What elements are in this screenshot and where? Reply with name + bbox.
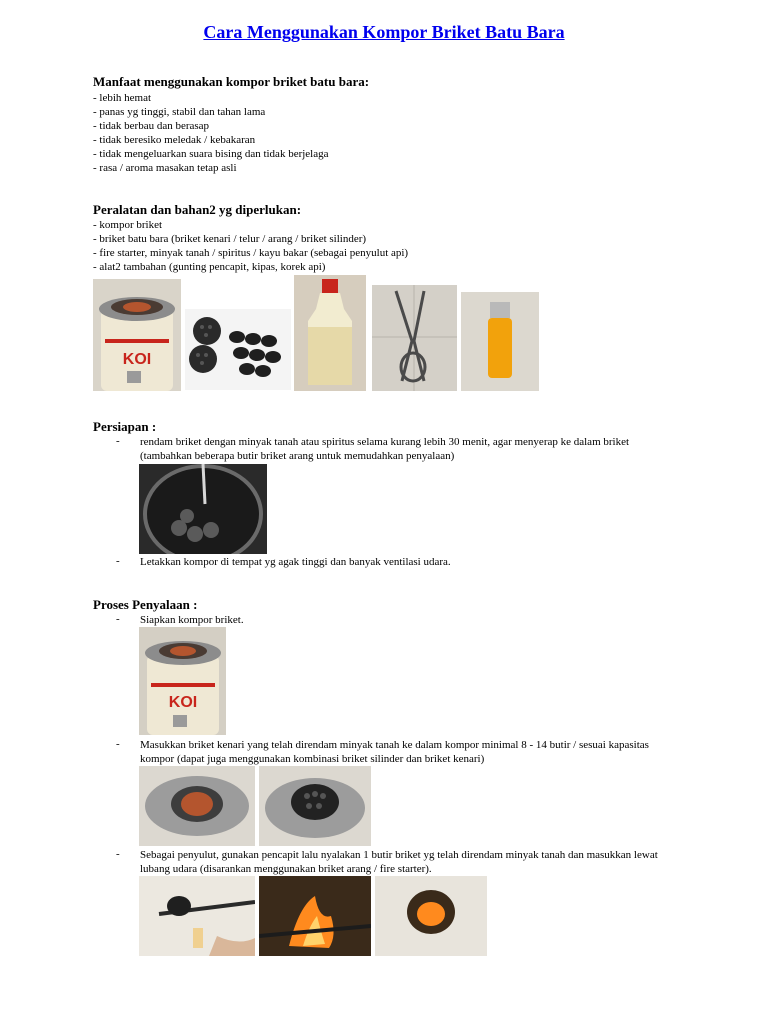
- step-bullet: -: [116, 613, 120, 625]
- stove-filled-photo: [139, 766, 255, 846]
- flame-photo: [139, 876, 255, 956]
- step-bullet: -: [116, 435, 120, 447]
- stove-photo: [93, 279, 181, 391]
- manfaat-item: - rasa / aroma masakan tetap asli: [93, 162, 237, 174]
- page-title[interactable]: Cara Menggunakan Kompor Briket Batu Bara: [203, 22, 565, 42]
- tongs-photo: [372, 285, 457, 391]
- peralatan-item: - alat2 tambahan (gunting pencapit, kipas, korek api): [93, 261, 326, 273]
- manfaat-item: - tidak berbau dan berasap: [93, 120, 210, 132]
- peralatan-item: - briket batu bara (briket kenari / telur / arang / briket silinder): [93, 233, 367, 245]
- manfaat-item: - tidak beresiko meledak / kebakaran: [93, 134, 256, 146]
- persiapan-step: Letakkan kompor di tempat yg agak tinggi dan banyak ventilasi udara.: [140, 556, 451, 568]
- stove-photo: [139, 627, 226, 735]
- flame-photo: [259, 876, 371, 956]
- manfaat-heading: Manfaat menggunakan kompor briket batu bara:: [93, 74, 370, 89]
- proses-heading: Proses Penyalaan :: [93, 597, 198, 612]
- stove-filled-photo: [259, 766, 371, 846]
- manfaat-item: - panas yg tinggi, stabil dan tahan lama: [93, 106, 266, 118]
- peralatan-item: - kompor briket: [93, 219, 163, 231]
- stove-label: KOI: [122, 351, 152, 368]
- step-bullet: -: [116, 555, 120, 567]
- proses-step: Masukkan briket kenari yang telah direndam minyak tanah ke dalam kompor minimal 8 - 14 butir / sesuai kapasitas kompor (dapat juga menggunakan kombinasi briket silinder dan briket kenari): [140, 739, 649, 765]
- step-bullet: -: [116, 848, 120, 860]
- proses-step: Sebagai penyulut, gunakan pencapit lalu nyalakan 1 butir briket yg telah direndam minyak tanah dan masukkan lewat lubang udara (disarankan menggunakan briket arang / fire starter).: [140, 849, 658, 875]
- peralatan-heading: Peralatan dan bahan2 yg diperlukan:: [93, 202, 302, 217]
- stove-label: KOI: [168, 694, 198, 711]
- lighter-photo: [461, 292, 539, 391]
- persiapan-heading: Persiapan :: [93, 419, 157, 434]
- soaking-photo: [139, 464, 267, 554]
- proses-step: Siapkan kompor briket.: [140, 614, 244, 626]
- step-bullet: -: [116, 738, 120, 750]
- briquettes-photo: [185, 309, 291, 390]
- bottle-photo: [294, 275, 366, 391]
- manfaat-item: - lebih hemat: [93, 92, 152, 104]
- manfaat-item: - tidak mengeluarkan suara bising dan tidak berjelaga: [93, 148, 329, 160]
- persiapan-step: rendam briket dengan minyak tanah atau spiritus selama kurang lebih 30 menit, agar menyerap ke dalam briket (tambahkan beberapa butir briket arang untuk memudahkan penyalaan): [140, 436, 630, 462]
- flame-photo: [375, 876, 487, 956]
- peralatan-item: - fire starter, minyak tanah / spiritus / kayu bakar (sebagai penyulut api): [93, 247, 409, 259]
